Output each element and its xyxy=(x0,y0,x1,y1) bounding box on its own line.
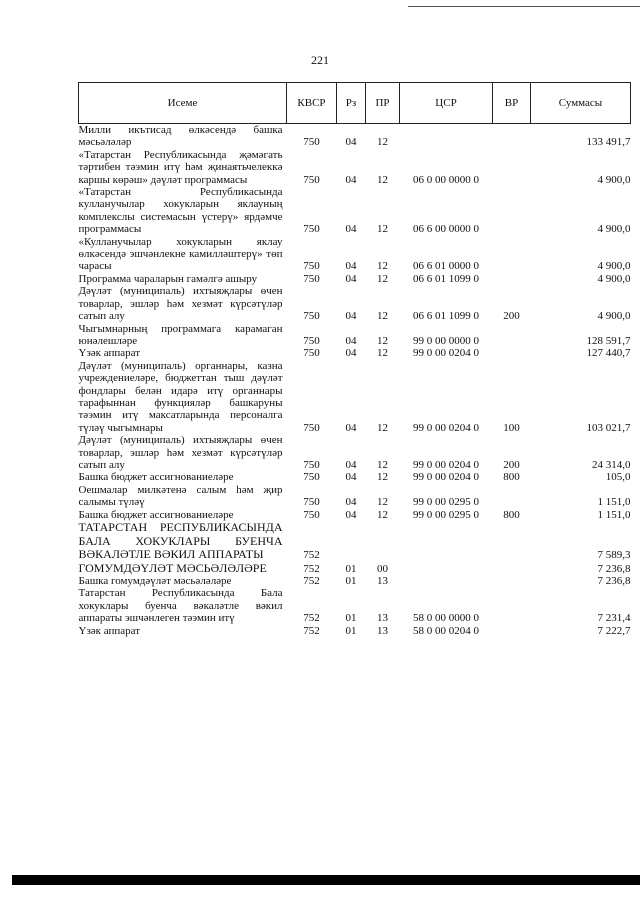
cell-pr: 12 xyxy=(377,334,388,347)
cell-rz: 04 xyxy=(345,471,357,484)
cell-csr: 99 0 00 0295 0 xyxy=(413,508,479,521)
cell-kvsr: 752 xyxy=(303,549,320,562)
cell-name: Милли икътисад өлкәсендә башка мәсьәләләр xyxy=(78,124,283,149)
cell-rz: 01 xyxy=(345,624,357,637)
cell-sum: 7 589,3 xyxy=(597,549,631,562)
cell-vr xyxy=(493,562,531,576)
cell-sum: 133 491,7 xyxy=(586,136,631,149)
cell-csr: 99 0 00 0204 0 xyxy=(413,471,479,484)
cell-name: «Татарстан Республикасында кулланучылар хокукларын яклауның комплекслы системасын үстерү» ярдәмче программасы xyxy=(78,186,283,236)
cell-vr: 200 xyxy=(503,458,520,471)
cell-vr xyxy=(493,575,531,587)
cell-rz: 04 xyxy=(345,421,357,434)
cell-name: Дәүләт (муниципаль) ихтыяҗлары өчен товарлар, эшләр һәм хезмәт күрсәтүләр сатып алу xyxy=(78,434,283,471)
cell-kvsr: 752 xyxy=(303,612,320,625)
cell-rz: 01 xyxy=(345,562,357,575)
cell-rz: 04 xyxy=(345,260,357,273)
cell-csr: 06 6 01 1099 0 xyxy=(413,310,479,323)
cell-name: Үзәк аппарат xyxy=(78,347,141,360)
cell-kvsr: 750 xyxy=(303,334,320,347)
cell-sum: 4 900,0 xyxy=(597,272,631,285)
cell-sum: 127 440,7 xyxy=(586,347,631,360)
cell-kvsr: 752 xyxy=(303,624,320,637)
cell-name: ТАТАРСТАН РЕСПУБЛИКАСЫНДА БАЛА ХОКУКЛАРЫ БУЕНЧА ВӘКАЛӘТЛЕ ВӘКИЛ АППАРАТЫ xyxy=(78,520,283,561)
cell-csr: 06 6 01 1099 0 xyxy=(413,272,479,285)
cell-csr xyxy=(400,562,493,576)
table-row xyxy=(79,323,631,348)
cell-rz: 04 xyxy=(345,223,357,236)
cell-sum: 1 151,0 xyxy=(597,496,631,509)
cell-pr: 12 xyxy=(377,223,388,236)
cell-vr xyxy=(493,587,531,624)
table-row xyxy=(79,625,631,637)
top-rule xyxy=(408,6,640,7)
cell-csr: 06 6 00 0000 0 xyxy=(413,223,479,236)
table-row xyxy=(79,236,631,273)
cell-rz: 04 xyxy=(345,136,357,149)
cell-pr: 12 xyxy=(377,471,388,484)
cell-rz: 04 xyxy=(345,272,357,285)
table-row xyxy=(79,562,631,576)
table-row xyxy=(79,124,631,149)
cell-kvsr: 750 xyxy=(303,471,320,484)
budget-table xyxy=(78,82,631,637)
cell-vr xyxy=(493,484,531,509)
cell-pr: 12 xyxy=(377,496,388,509)
cell-sum: 4 900,0 xyxy=(597,310,631,323)
cell-kvsr: 750 xyxy=(303,508,320,521)
cell-sum: 1 151,0 xyxy=(597,508,631,521)
cell-vr: 800 xyxy=(503,508,520,521)
header-sum: Суммасы xyxy=(531,83,631,124)
cell-pr: 12 xyxy=(377,421,388,434)
cell-csr: 58 0 00 0000 0 xyxy=(413,612,479,625)
cell-pr: 12 xyxy=(377,173,388,186)
cell-pr: 12 xyxy=(377,272,388,285)
cell-pr: 00 xyxy=(377,562,388,575)
cell-csr: 06 6 01 0000 0 xyxy=(413,260,479,273)
cell-sum: 4 900,0 xyxy=(597,260,631,273)
cell-pr: 13 xyxy=(377,575,388,587)
header-vr: ВР xyxy=(493,83,531,124)
cell-name: Программа чараларын гамәлгә ашыру xyxy=(78,272,258,285)
cell-rz: 04 xyxy=(345,173,357,186)
cell-kvsr: 752 xyxy=(303,562,320,575)
cell-rz: 04 xyxy=(345,496,357,509)
table-row xyxy=(79,521,631,562)
cell-rz: 04 xyxy=(345,310,357,323)
table-row xyxy=(79,273,631,285)
header-name: Исеме xyxy=(79,83,287,124)
cell-rz: 04 xyxy=(345,458,357,471)
table-row xyxy=(79,575,631,587)
cell-kvsr: 750 xyxy=(303,136,320,149)
cell-kvsr: 750 xyxy=(303,223,320,236)
cell-name: Чыгымнарның программага карамаган юнәлешләре xyxy=(78,322,283,347)
cell-pr: 13 xyxy=(377,624,388,637)
table-body xyxy=(79,124,631,638)
cell-vr: 800 xyxy=(503,471,520,484)
cell-pr xyxy=(366,521,400,562)
table-header-row xyxy=(79,83,631,124)
table-row xyxy=(79,347,631,359)
header-rz: Рз xyxy=(337,83,366,124)
cell-sum: 7 236,8 xyxy=(597,562,631,575)
cell-vr xyxy=(493,521,531,562)
cell-kvsr: 750 xyxy=(303,347,320,360)
table-row xyxy=(79,149,631,186)
cell-vr xyxy=(493,186,531,236)
cell-kvsr: 750 xyxy=(303,173,320,186)
cell-rz: 01 xyxy=(345,612,357,625)
cell-kvsr: 750 xyxy=(303,310,320,323)
cell-vr xyxy=(493,273,531,285)
cell-name: Татарстан Республикасында Бала хокуклары буенча вәкаләтле вәкил аппараты эшчәнлеген тәэмин итү xyxy=(78,587,283,625)
table-row xyxy=(79,285,631,322)
cell-csr xyxy=(400,575,493,587)
cell-name: Башка гомумдәүләт мәсьәләләре xyxy=(78,575,232,587)
budget-table-container xyxy=(78,82,630,637)
cell-name: Дәүләт (муниципаль) ихтыяҗлары өчен товарлар, эшләр һәм хезмәт күрсәтүләр сатып алу xyxy=(78,285,283,323)
cell-kvsr: 750 xyxy=(303,272,320,285)
cell-csr: 58 0 00 0204 0 xyxy=(413,624,479,637)
cell-rz: 04 xyxy=(345,508,357,521)
cell-rz: 04 xyxy=(345,347,357,360)
cell-sum: 7 222,7 xyxy=(597,624,631,637)
cell-kvsr: 750 xyxy=(303,458,320,471)
table-row xyxy=(79,434,631,471)
cell-rz xyxy=(337,521,366,562)
cell-sum: 4 900,0 xyxy=(597,223,631,236)
cell-name: Башка бюджет ассигнованиеләре xyxy=(78,471,234,484)
cell-pr: 12 xyxy=(377,136,388,149)
cell-vr: 100 xyxy=(503,421,520,434)
cell-name: ГОМУМДӘҮЛӘТ МӘСЬӘЛӘЛӘРЕ xyxy=(78,560,267,575)
cell-csr xyxy=(400,124,493,149)
scan-edge-bar xyxy=(12,875,640,885)
cell-sum: 128 591,7 xyxy=(586,334,631,347)
cell-pr: 12 xyxy=(377,310,388,323)
cell-vr: 200 xyxy=(503,310,520,323)
cell-vr xyxy=(493,323,531,348)
cell-kvsr: 750 xyxy=(303,260,320,273)
cell-vr xyxy=(493,124,531,149)
cell-csr xyxy=(400,521,493,562)
cell-csr: 99 0 00 0000 0 xyxy=(413,334,479,347)
cell-pr: 12 xyxy=(377,260,388,273)
header-pr: ПР xyxy=(366,83,400,124)
cell-name: Дәүләт (муниципаль) органнары, казна учреждениеләре, бюджеттан тыш дәүләт фондлары белән идарә итү органнары тарафыннан функцияләр башкаруны тәэмин итү максатларында персоналга түләү чыгымнары xyxy=(78,359,283,434)
cell-sum: 4 900,0 xyxy=(597,173,631,186)
cell-pr: 12 xyxy=(377,347,388,360)
cell-rz: 01 xyxy=(345,575,357,587)
cell-csr: 99 0 00 0204 0 xyxy=(413,347,479,360)
cell-sum: 7 236,8 xyxy=(597,575,631,587)
cell-name: Башка бюджет ассигнованиеләре xyxy=(78,508,234,521)
cell-csr: 99 0 00 0204 0 xyxy=(413,458,479,471)
cell-name: Үзәк аппарат xyxy=(78,624,141,637)
cell-pr: 12 xyxy=(377,458,388,471)
page-number: 221 xyxy=(311,53,329,67)
cell-name: Оешмалар милкәтенә салым һәм җир салымы түләү xyxy=(78,483,283,509)
table-row xyxy=(79,484,631,509)
cell-kvsr: 750 xyxy=(303,421,320,434)
cell-pr: 12 xyxy=(377,508,388,521)
cell-vr xyxy=(493,149,531,186)
cell-sum: 24 314,0 xyxy=(592,458,631,471)
cell-csr: 99 0 00 0204 0 xyxy=(413,421,479,434)
cell-csr: 06 0 00 0000 0 xyxy=(413,173,479,186)
cell-pr: 13 xyxy=(377,612,388,625)
cell-kvsr: 750 xyxy=(303,496,320,509)
cell-sum: 103 021,7 xyxy=(586,421,631,434)
table-row xyxy=(79,186,631,236)
cell-vr xyxy=(493,625,531,637)
table-row xyxy=(79,471,631,483)
table-row xyxy=(79,360,631,434)
header-csr: ЦСР xyxy=(400,83,493,124)
cell-vr xyxy=(493,347,531,359)
table-row xyxy=(79,587,631,624)
cell-sum: 105,0 xyxy=(605,471,631,484)
cell-csr: 99 0 00 0295 0 xyxy=(413,496,479,509)
cell-vr xyxy=(493,236,531,273)
cell-name: «Кулланучылар хокукларын яклау өлкәсендә эшчәнлекне камилләштерү» төп чарасы xyxy=(78,235,283,273)
header-kvsr: КВСР xyxy=(287,83,337,124)
cell-rz: 04 xyxy=(345,334,357,347)
cell-name: «Татарстан Республикасында җәмәгать тәртибен тәэмин итү һәм җинаятьчелеккә каршы көрәш» дәүләт программасы xyxy=(78,148,283,186)
cell-kvsr: 752 xyxy=(303,575,320,587)
cell-sum: 7 231,4 xyxy=(597,612,631,625)
